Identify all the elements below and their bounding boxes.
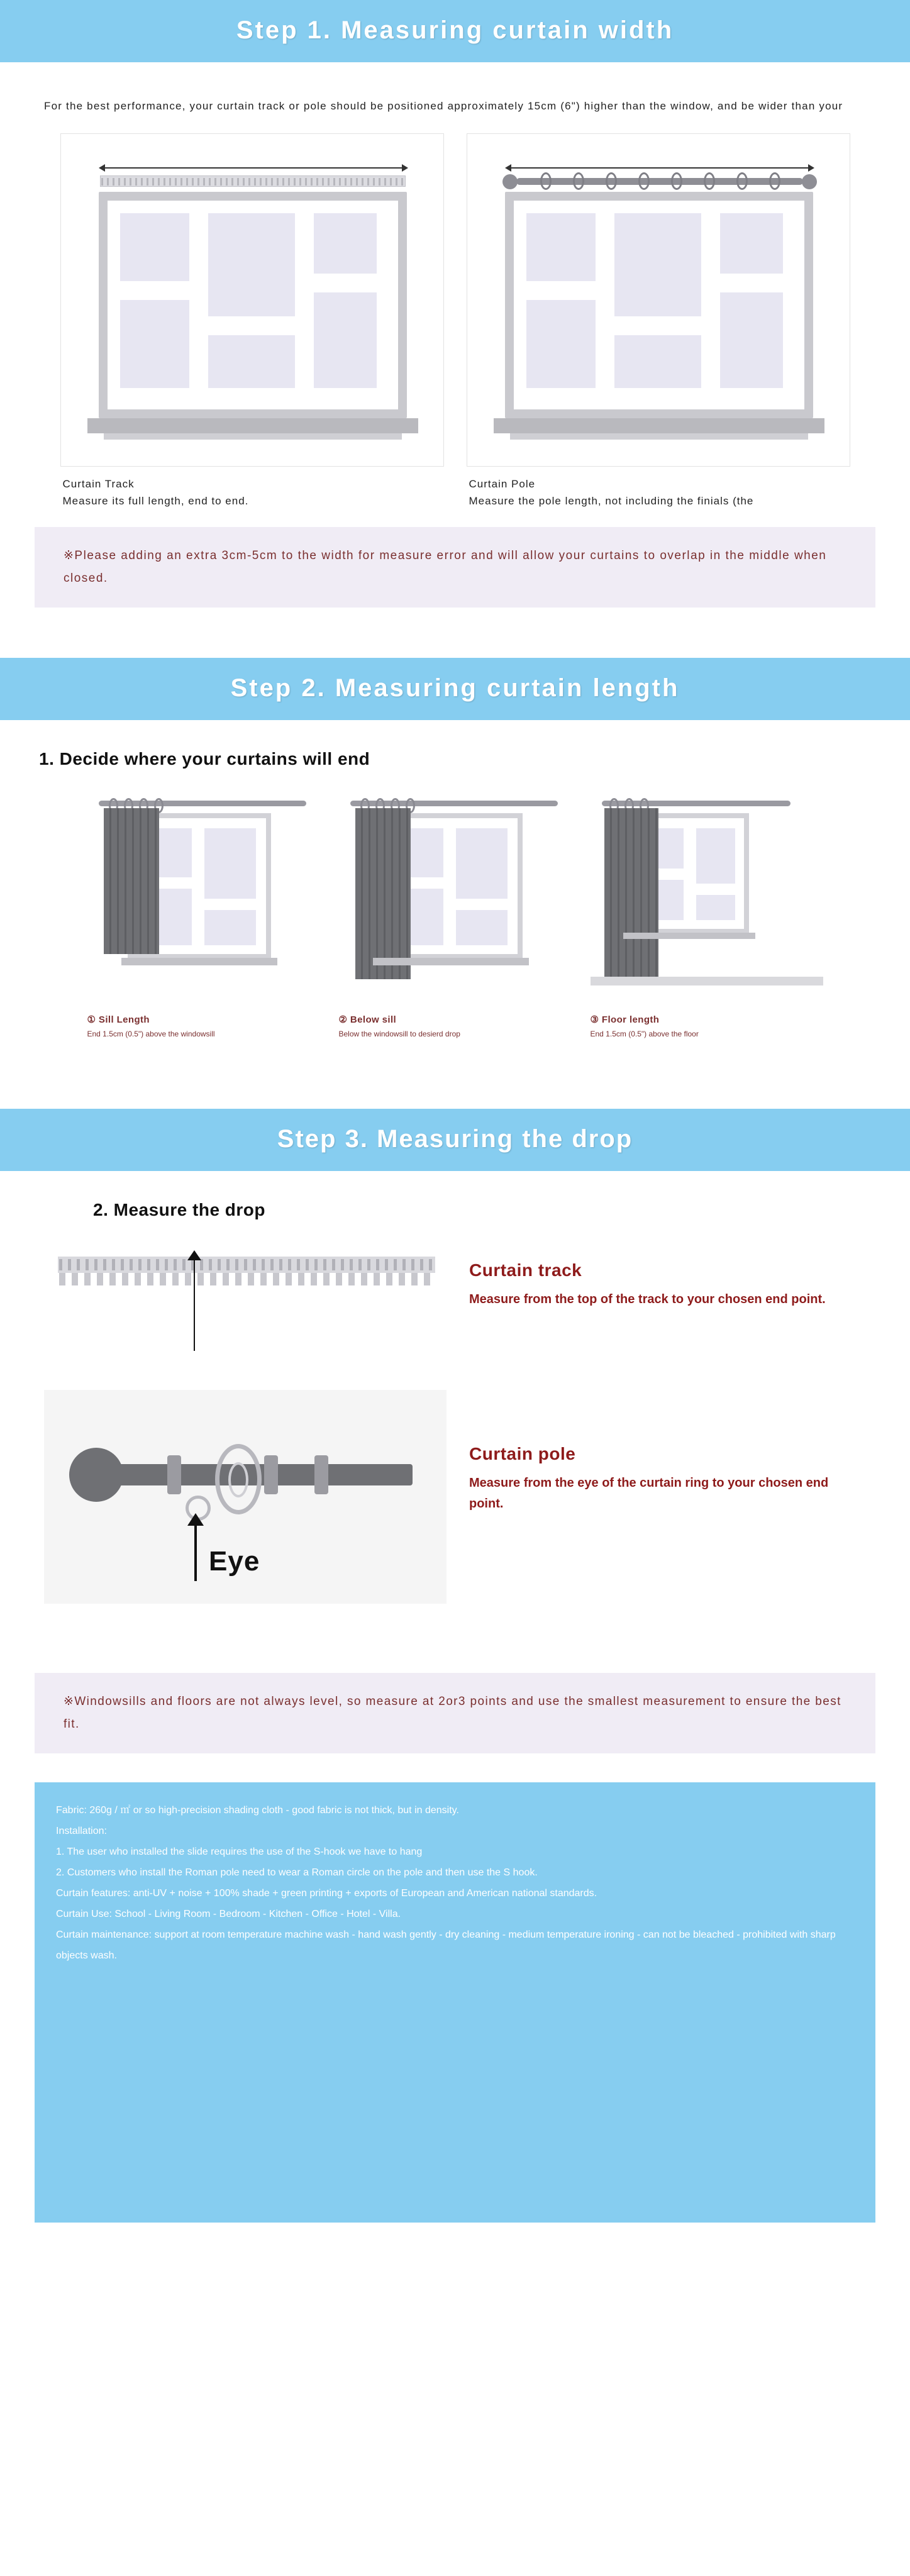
measure-track-text — [447, 1245, 826, 1310]
curtain-track-diagram-icon — [60, 133, 444, 467]
window-graphic — [99, 192, 407, 437]
info-line: 2. Customers who install the Roman pole need to wear a Roman circle on the pole and then use the S hook. — [56, 1867, 538, 1878]
sill-length-desc: End 1.5cm (0.5") above the windowsill — [87, 1030, 215, 1038]
info-line: Curtain features: anti-UV + noise + 100% shade + green printing + exports of European and American national standards. — [56, 1888, 597, 1899]
option-sill-length — [87, 791, 320, 1040]
measure-track-row — [0, 1245, 910, 1365]
below-sill-diagram-icon — [339, 791, 572, 1008]
info-line: Fabric: 260g / ㎡ or so high-precision shading cloth - good fabric is not thick, but in density. — [56, 1805, 459, 1816]
step2-heading: 1. Decide where your curtains will end — [39, 749, 370, 769]
pole-drop-diagram-icon — [44, 1390, 447, 1604]
pole-graphic — [502, 174, 817, 188]
sill-length-label: ① Sill Length — [87, 1014, 150, 1025]
curtain-track-measure-title: Curtain track — [469, 1260, 582, 1280]
curtain-track-desc: Measure its full length, end to end. — [62, 495, 249, 507]
measure-pole-row — [0, 1390, 910, 1604]
below-sill-desc: Below the windowsill to desierd drop — [338, 1030, 460, 1038]
step1-banner: Step 1. Measuring curtain width — [0, 0, 910, 62]
eye-label: Eye — [209, 1546, 260, 1577]
step2-banner: Step 2. Measuring curtain length — [0, 658, 910, 720]
curtain-track-caption — [60, 467, 444, 509]
curtain-pole-measure-title: Curtain pole — [469, 1444, 576, 1463]
window-graphic — [505, 192, 813, 437]
curtain-track-measure-body: Measure from the top of the track to your chosen end point. — [469, 1292, 826, 1306]
info-line: 1. The user who installed the slide requires the use of the S-hook we have to hang — [56, 1846, 423, 1857]
info-line: Curtain Use: School - Living Room - Bedroom - Kitchen - Office - Hotel - Villa. — [56, 1909, 401, 1919]
curtain-pole-title: Curtain Pole — [469, 478, 536, 490]
floor-length-diagram-icon — [591, 791, 823, 1008]
curtain-pole-caption — [467, 467, 850, 509]
floor-length-label: ③ Floor length — [590, 1014, 660, 1025]
step3-banner: Step 3. Measuring the drop — [0, 1109, 910, 1171]
floor-length-desc: End 1.5cm (0.5") above the floor — [590, 1030, 699, 1038]
info-line: Curtain maintenance: support at room temperature machine wash - hand wash gently - dry cleaning - medium temperature ironing - can not be bleached - prohibited with sharp objects wash. — [56, 1929, 836, 1961]
curtain-track-title: Curtain Track — [62, 478, 135, 490]
step1-diagram-row — [0, 133, 910, 509]
step1-intro-text: For the best performance, your curtain track or pole should be positioned approximately 15cm (6") higher than the window, and be wider than your — [44, 100, 843, 112]
curtain-pole-card — [467, 133, 850, 509]
step2-options-row — [0, 769, 910, 1040]
sill-length-diagram-icon — [87, 791, 320, 1008]
step3-heading: 2. Measure the drop — [93, 1200, 266, 1219]
product-info-box — [35, 1782, 875, 2223]
track-drop-diagram-icon — [44, 1245, 447, 1365]
curtain-pole-desc: Measure the pole length, not including the finials (the — [469, 495, 754, 507]
measure-pole-text — [447, 1390, 866, 1514]
width-arrow-icon — [505, 164, 814, 172]
below-sill-label: ② Below sill — [338, 1014, 397, 1025]
curtain-track-card — [60, 133, 444, 509]
option-below-sill — [339, 791, 572, 1040]
curtain-pole-diagram-icon — [467, 133, 850, 467]
step1-note: ※Please adding an extra 3cm-5cm to the width for measure error and will allow your curtains to overlap in the middle when closed. — [35, 527, 875, 608]
width-arrow-icon — [99, 164, 408, 172]
option-floor-length — [591, 791, 823, 1040]
step3-note: ※Windowsills and floors are not always level, so measure at 2or3 points and use the smallest measurement to ensure the best fit. — [35, 1673, 875, 1753]
curtain-pole-measure-body: Measure from the eye of the curtain ring to your chosen end point. — [469, 1476, 829, 1511]
info-line: Installation: — [56, 1826, 107, 1836]
